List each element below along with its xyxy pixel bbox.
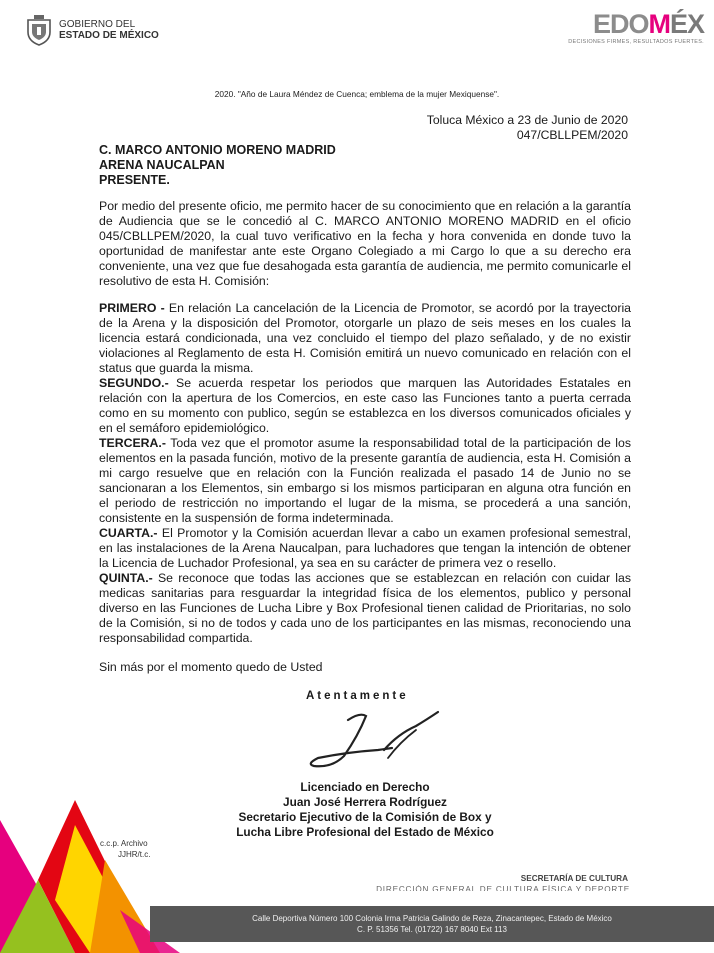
addressee: [99, 143, 336, 188]
footer-address-line: Calle Deportiva Número 100 Colonia Irma Patricia Galindo de Reza, Zinacantepec, Estado de México: [252, 914, 612, 923]
clause-segundo: [99, 376, 631, 436]
ccp-archive: c.c.p. Archivo: [100, 839, 148, 848]
signer-position: Secretario Ejecutivo de la Comisión de Box y: [238, 810, 492, 824]
brand-ex: ÉX: [669, 9, 704, 39]
signer-title: Licenciado en Derecho: [300, 780, 430, 794]
brand-tagline: DECISIONES FIRMES, RESULTADOS FUERTES.: [568, 39, 704, 45]
place-date: Toluca México a 23 de Junio de 2020: [426, 113, 628, 127]
resolutions: [99, 301, 631, 646]
signature: [288, 706, 448, 772]
gov-line-2: ESTADO DE MÉXICO: [59, 30, 159, 41]
government-logo: [24, 14, 159, 46]
clause-cuarta: [99, 526, 631, 571]
intro-paragraph: Por medio del presente oficio, me permito hacer de su conocimiento que en relación a la garantía de Audiencia que se le concedió al C. MARCO ANTONIO MORENO MADRID en el oficio 045/CBLLPEM/2020, la cual tuvo verificativo en la fecha y hora convenida en donde tuvo la oportunidad de manifestar ante este Organo Colegiado a mi Cargo lo que a su derecho era conveniente, una vez que fue desahogada esta garantía de audiencia, me permito comunicarle el resolutivo de esta H. Comisión:: [99, 199, 631, 288]
edomex-logo: [568, 10, 704, 45]
signer-block: [200, 780, 530, 840]
clause-label: QUINTA.-: [99, 571, 153, 585]
clause-label: TERCERA.-: [99, 436, 166, 450]
clause-text: El Promotor y la Comisión acuerdan llevar a cabo un examen profesional semestral, en las instalaciones de la Arena Naucalpan, para luchadores que tengan la intención de obtener la Licencia de Luchador Profesional, ya sea en su carácter de primera vez o resello.: [99, 526, 631, 570]
state-seal-icon: [24, 14, 54, 46]
addressee-organization: ARENA NAUCALPAN: [99, 158, 225, 172]
addressee-name: C. MARCO ANTONIO MORENO MADRID: [99, 143, 336, 157]
ccp-initials: JJHR/t.c.: [118, 850, 151, 859]
clause-text: Se reconoce que todas las acciones que se establezcan en relación con cuidar las medicas sanitarias para resguardar la integridad física de los elementos, publico y personal diverso en las Funciones de Lucha Libre y Box Profesional tienen calidad de Prioritarias, no solo de la Comisión, si no de todos y cada uno de los participantes en las mismas, reconociendo una responsabilidad compartida.: [99, 571, 631, 645]
direccion-label: DIRECCIÓN GENERAL DE CULTURA FÍSICA Y DEPORTE: [376, 885, 630, 891]
clause-label: PRIMERO -: [99, 301, 165, 315]
clause-tercera: [99, 436, 631, 526]
footer-address: [150, 906, 714, 942]
signer-name: Juan José Herrera Rodríguez: [283, 795, 447, 809]
addressee-presente: PRESENTE.: [99, 173, 170, 187]
clause-text: Se acuerda respetar los periodos que marquen las Autoridades Estatales en relación con la apertura de los Comercios, en este caso las Funciones tanto a puerta cerrada como en su momento con publico, según se establezca en los diversos comunicados oficiales y en el semáforo epidemiológico.: [99, 376, 631, 435]
atentamente: Atentamente: [306, 690, 409, 702]
closing-line: Sin más por el momento quedo de Usted: [99, 660, 323, 674]
clause-label: SEGUNDO.-: [99, 376, 169, 390]
clause-primero: [99, 301, 631, 376]
reference-number: 047/CBLLPEM/2020: [516, 128, 628, 142]
clause-text: En relación La cancelación de la Licencia de Promotor, se acordó por la trayectoria de la Arena y la disposición del Promotor, otorgarle un plazo de seis meses en los cuales la licencia estará condicionada, una vez concluido el tiempo del plazo señalado, y de no existir violaciones al Reglamento de esta H. Comisión emitirá un nuevo comunicado en relación con el status que guarda la misma.: [99, 301, 632, 375]
year-legend: 2020. "Año de Laura Méndez de Cuenca; emblema de la mujer Mexiquense".: [214, 89, 500, 99]
clause-quinta: [99, 571, 631, 646]
date-block: [427, 113, 628, 143]
brand-edo: EDO: [592, 9, 649, 39]
brand-m: M: [648, 9, 670, 39]
clause-text: Toda vez que el promotor asume la responsabilidad total de la participación de los elementos en la pasada función, motivo de la presente garantía de audiencia, esta H. Comisión a mi cargo resuelve que en relación con la Función realizada el pasado 14 de Junio no se sancionaran a los Elementos, sin embargo si los mismos participaran en alguna otra función en el periodo de restricción no importando el lugar de la misma, se procederá a una sanción, consistente en la suspensión de forma indeterminada.: [99, 436, 631, 525]
secretaria-label: SECRETARÍA DE CULTURA: [520, 874, 628, 883]
footer-contact-line: C. P. 51356 Tel. (01722) 167 8040 Ext 113: [357, 925, 507, 934]
signer-position-2: Lucha Libre Profesional del Estado de México: [236, 825, 494, 839]
clause-label: CUARTA.-: [99, 526, 158, 540]
gov-line-1: GOBIERNO DEL: [59, 19, 136, 30]
